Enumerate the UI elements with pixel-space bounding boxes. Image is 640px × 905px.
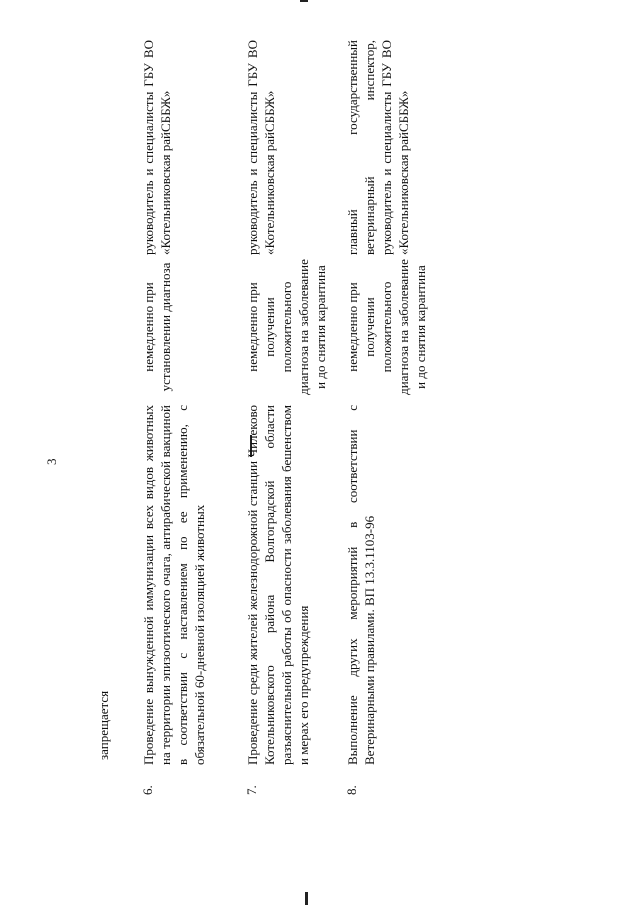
timing-cell: немедленно при установлении диагноза (141, 262, 173, 392)
page-number: 3 (44, 458, 59, 465)
row-number: 7. (244, 785, 259, 795)
timing-cell: немедленно при получении положительного диагноза на заболевание и до снятия карантина (245, 259, 328, 395)
responsible-cell: главный государственный ветеринарный инспектор, руководитель и специалисты ГБУ ВО «Котельниковская райСББЖ» (345, 40, 411, 255)
measure-cell: Выполнение других мероприятий в соответствии с Ветеринарными правилами. ВП 13.3.1103-96 (345, 405, 377, 765)
carryover-text: запрещается (96, 690, 111, 760)
measure-cell: Проведение среди жителей железнодорожной станции Чилеково Котельниковского района Волгоградской области разъяснительной работы об опасности заболевания бешенством и мерах его предупреждения (245, 405, 311, 765)
timing-cell: немедленно при получении положительного диагноза на заболевание и до снятия карантина (345, 259, 428, 395)
responsible-cell: руководитель и специалисты ГБУ ВО «Котельниковская райСББЖ» (141, 40, 173, 255)
row-number: 8. (344, 785, 359, 795)
responsible-cell: руководитель и специалисты ГБУ ВО «Котельниковская райСББЖ» (245, 40, 277, 255)
row-number: 6. (140, 785, 155, 795)
measure-cell: Проведение вынужденной иммунизации всех видов животных на территории эпизоотического очага, антирабической вакциной в соответствии с наставлением по ее применению, с обязательной 60-дневной изоляцией животных (141, 405, 207, 765)
